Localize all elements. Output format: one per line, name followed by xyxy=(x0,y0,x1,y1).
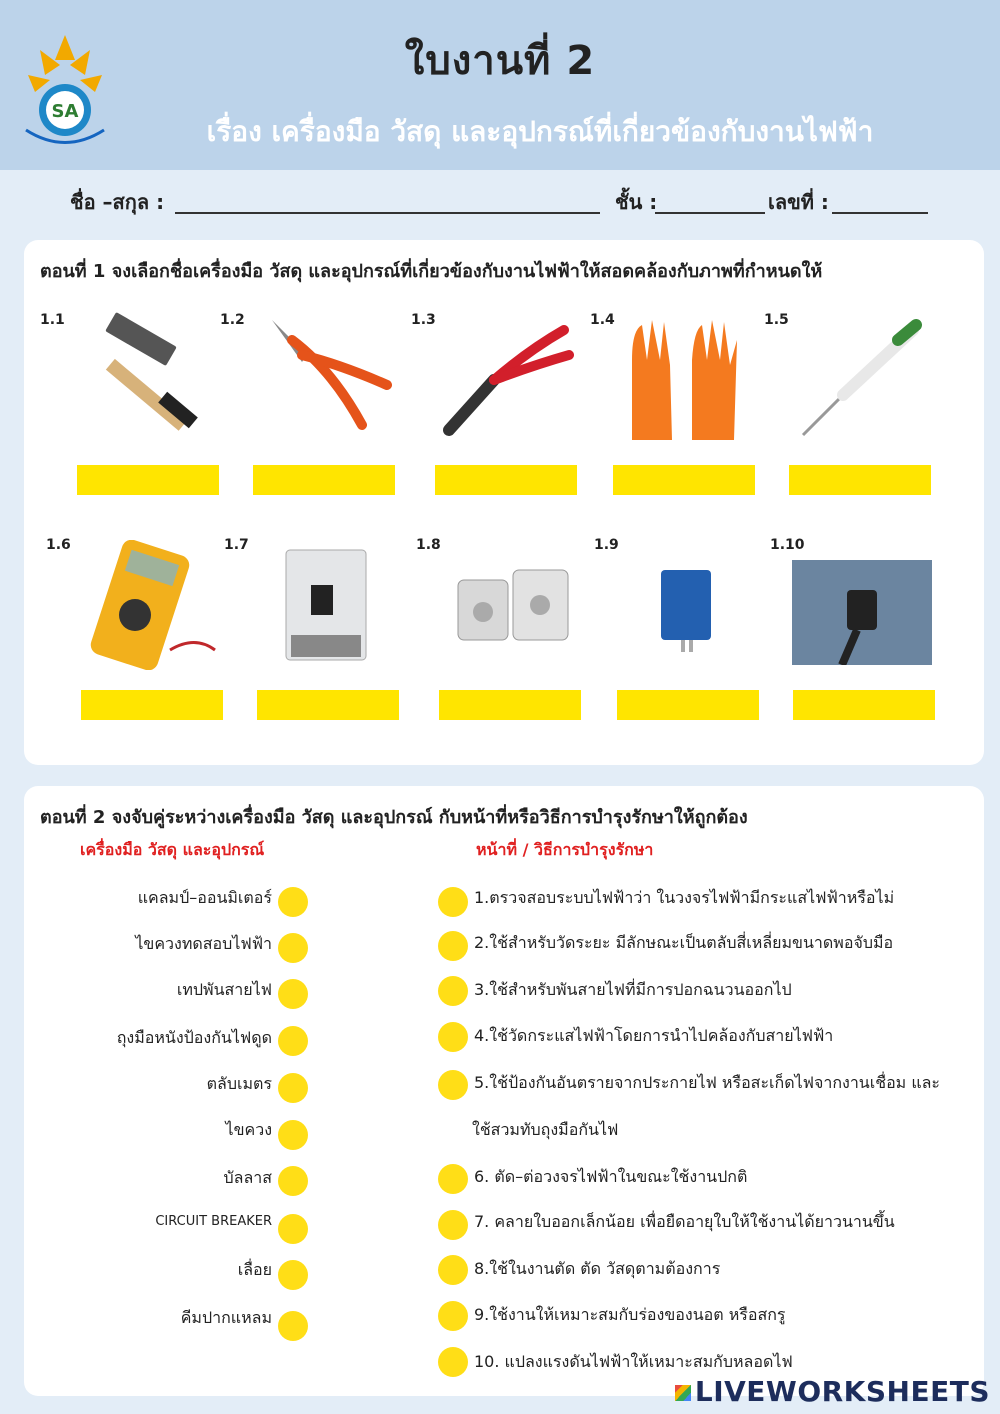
part2-panel xyxy=(24,786,984,1396)
item-number: 1.3 xyxy=(411,312,436,328)
wire-stripper-icon xyxy=(434,310,574,440)
right-item: 6. ตัด–ต่อวงจรไฟฟ้าในขณะใช้งานปกติ xyxy=(474,1167,748,1186)
item-number: 1.4 xyxy=(590,312,615,328)
answer-box-1-4[interactable] xyxy=(613,465,755,495)
brand-mark-icon xyxy=(675,1385,691,1401)
right-item: 9.ใช้งานให้เหมาะสมกับร่องของนอต หรือสกรู xyxy=(474,1305,786,1324)
number-label: เลขที่ : xyxy=(768,190,829,214)
left-column-heading: เครื่องมือ วัสดุ และอุปกรณ์ xyxy=(80,840,265,859)
right-item: 8.ใช้ในงานตัด ตัด วัสดุตามต้องการ xyxy=(474,1259,721,1278)
match-dot-left-4[interactable] xyxy=(278,1026,308,1056)
hammer-icon xyxy=(76,310,216,440)
right-item: 7. คลายใบออกเล็กน้อย เพื่อยืดอายุใบให้ใช้งานได้ยาวนานขึ้น xyxy=(474,1212,895,1231)
match-dot-left-6[interactable] xyxy=(278,1120,308,1150)
item-number: 1.5 xyxy=(764,312,789,328)
right-item: 4.ใช้วัดกระแสไฟฟ้าโดยการนำไปคล้องกับสายไฟฟ้า xyxy=(474,1026,834,1045)
answer-box-1-8[interactable] xyxy=(439,690,581,720)
student-info-row xyxy=(70,182,950,222)
answer-box-1-6[interactable] xyxy=(81,690,223,720)
left-item: ตลับเมตร xyxy=(206,1074,272,1093)
match-dot-right-7[interactable] xyxy=(438,1210,468,1240)
item-number: 1.7 xyxy=(224,537,249,553)
diagonal-cutter-icon xyxy=(252,310,392,440)
match-dot-right-5[interactable] xyxy=(438,1070,468,1100)
match-dot-left-9[interactable] xyxy=(278,1260,308,1290)
right-item: 2.ใช้สำหรับวัดระยะ มีลักษณะเป็นตลับสี่เหลี่ยมขนาดพอจับมือ xyxy=(474,933,894,952)
part1-title: ตอนที่ 1 จงเลือกชื่อเครื่องมือ วัสดุ และอุปกรณ์ที่เกี่ยวข้องกับงานไฟฟ้าให้สอดคล้องกับภาพที่กำหนดให้ xyxy=(40,261,823,282)
match-dot-left-10[interactable] xyxy=(278,1311,308,1341)
right-item: 10. แปลงแรงดันไฟฟ้าให้เหมาะสมกับหลอดไฟ xyxy=(474,1352,793,1371)
left-item: เทปพันสายไฟ xyxy=(176,980,272,999)
right-column-heading: หน้าที่ / วิธีการบำรุงรักษา xyxy=(476,840,654,859)
match-dot-right-9[interactable] xyxy=(438,1301,468,1331)
right-item: 5.ใช้ป้องกันอันตรายจากประกายไฟ หรือสะเก็ดไฟจากงานเชื่อม และ xyxy=(474,1073,941,1092)
match-dot-right-2[interactable] xyxy=(438,931,468,961)
right-item: 3.ใช้สำหรับพันสายไฟที่มีการปอกฉนวนออกไป xyxy=(474,980,792,999)
item-number: 1.1 xyxy=(40,312,65,328)
match-dot-left-1[interactable] xyxy=(278,887,308,917)
part2-title: ตอนที่ 2 จงจับคู่ระหว่างเครื่องมือ วัสดุ และอุปกรณ์ กับหน้าที่หรือวิธีการบำรุงรักษาให้ถูกต้อง xyxy=(40,807,748,828)
svg-text:SA: SA xyxy=(51,101,79,122)
fuse-holder-icon xyxy=(438,540,578,670)
number-field[interactable] xyxy=(832,212,928,214)
answer-box-1-7[interactable] xyxy=(257,690,399,720)
multimeter-icon xyxy=(80,540,220,670)
left-item: บัลลาส xyxy=(223,1168,272,1187)
liveworksheets-logo xyxy=(675,1375,990,1408)
circuit-breaker-icon xyxy=(256,540,396,670)
class-field[interactable] xyxy=(655,212,765,214)
answer-box-1-10[interactable] xyxy=(793,690,935,720)
match-dot-right-10[interactable] xyxy=(438,1347,468,1377)
answer-box-1-9[interactable] xyxy=(617,690,759,720)
item-number: 1.6 xyxy=(46,537,71,553)
match-dot-right-6[interactable] xyxy=(438,1164,468,1194)
answer-box-1-3[interactable] xyxy=(435,465,577,495)
match-dot-right-3[interactable] xyxy=(438,976,468,1006)
match-dot-left-8[interactable] xyxy=(278,1214,308,1244)
match-dot-right-1[interactable] xyxy=(438,887,468,917)
match-dot-left-5[interactable] xyxy=(278,1073,308,1103)
rubber-gloves-icon xyxy=(612,310,752,440)
worksheet-subtitle: เรื่อง เครื่องมือ วัสดุ และอุปกรณ์ที่เกี่ยวข้องกับงานไฟฟ้า xyxy=(206,115,874,148)
name-field[interactable] xyxy=(175,212,600,214)
match-dot-left-3[interactable] xyxy=(278,979,308,1009)
starter-icon xyxy=(616,540,756,670)
left-item: ไขควงทดสอบไฟฟ้า xyxy=(135,934,272,953)
header-banner xyxy=(0,0,1000,170)
match-dot-left-7[interactable] xyxy=(278,1166,308,1196)
answer-box-1-1[interactable] xyxy=(77,465,219,495)
item-number: 1.10 xyxy=(770,537,805,553)
right-item: 1.ตรวจสอบระบบไฟฟ้าว่า ในวงจรไฟฟ้ามีกระแสไฟฟ้าหรือไม่ xyxy=(474,888,895,907)
left-item: เลื่อย xyxy=(237,1260,272,1279)
answer-box-1-5[interactable] xyxy=(789,465,931,495)
brand-text: LIVEWORKSHEETS xyxy=(694,1375,990,1408)
left-item: ไขควง xyxy=(225,1120,272,1139)
left-item: คีมปากแหลม xyxy=(180,1308,272,1327)
left-item: ถุงมือหนังป้องกันไฟดูด xyxy=(116,1028,272,1047)
plug-icon xyxy=(792,560,932,665)
item-number: 1.2 xyxy=(220,312,245,328)
match-dot-right-4[interactable] xyxy=(438,1022,468,1052)
left-item: CIRCUIT BREAKER xyxy=(155,1214,272,1229)
answer-box-1-2[interactable] xyxy=(253,465,395,495)
worksheet-title: ใบงานที่ 2 xyxy=(404,38,596,84)
left-item: แคลมป์–ออนมิเตอร์ xyxy=(137,888,272,907)
voltage-tester-icon xyxy=(788,310,928,440)
part1-panel xyxy=(24,240,984,765)
item-number: 1.9 xyxy=(594,537,619,553)
item-number: 1.8 xyxy=(416,537,441,553)
match-dot-left-2[interactable] xyxy=(278,933,308,963)
match-dot-right-8[interactable] xyxy=(438,1255,468,1285)
right-item-continuation: ใช้สวมทับถุงมือกันไฟ xyxy=(472,1120,619,1139)
name-label: ชื่อ –สกุล : xyxy=(70,190,165,214)
class-label: ชั้น : xyxy=(615,190,658,214)
